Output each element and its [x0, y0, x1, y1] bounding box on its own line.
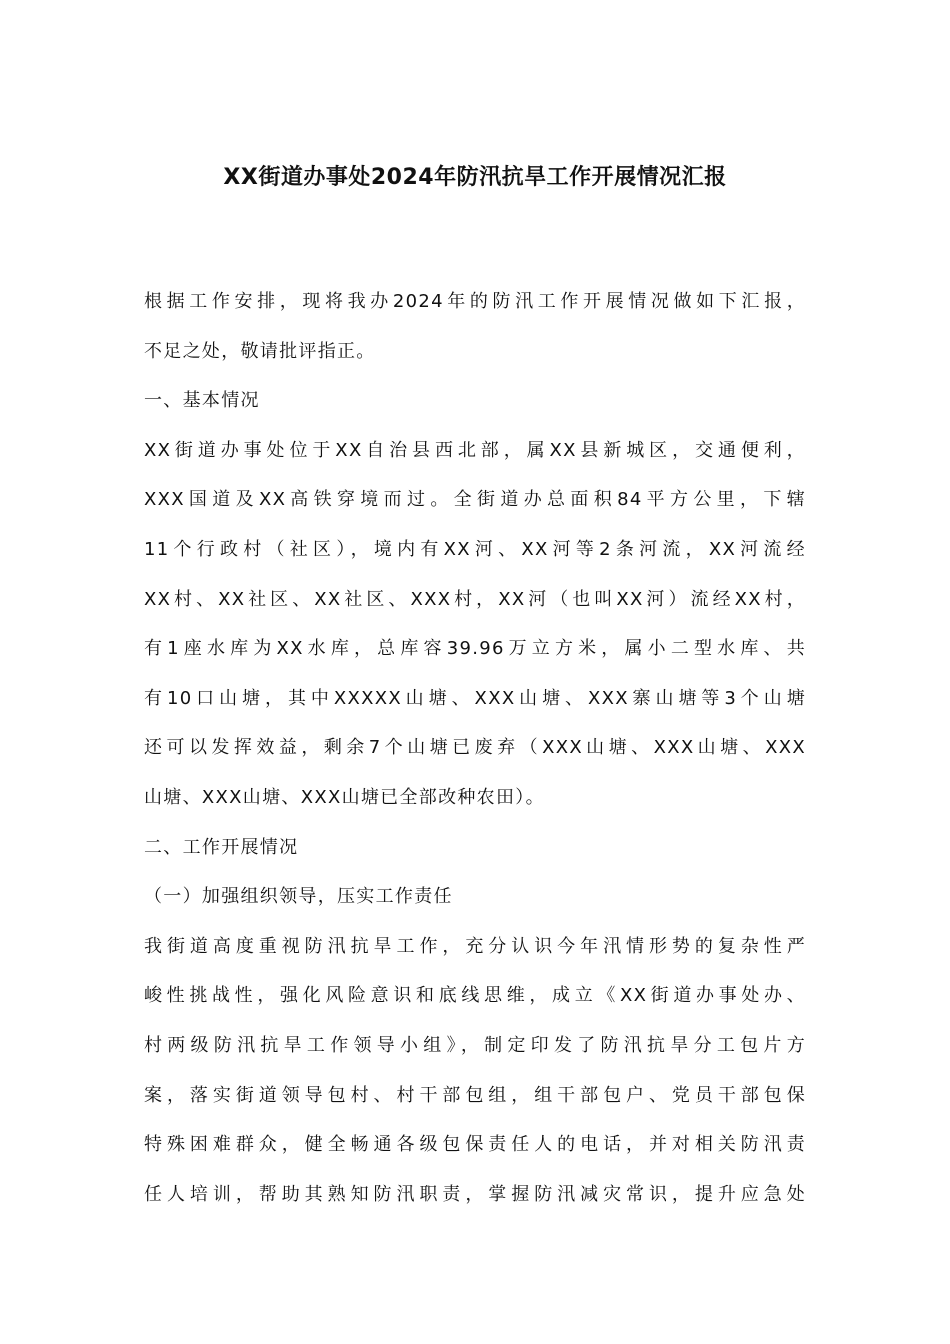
- paragraph-line: 不足之处，敬请批评指正。: [144, 340, 376, 362]
- section-heading: 二、工作开展情况: [144, 836, 299, 858]
- paragraph-line: 特殊困难群众，健全畅通各级包保责任人的电话，并对相关防汛责: [144, 1134, 806, 1156]
- paragraph-line: 案，落实街道领导包村、村干部包组，组干部包户、党员干部包保: [144, 1084, 806, 1106]
- paragraph-line: 根据工作安排，现将我办2024年的防汛工作开展情况做如下汇报，: [144, 291, 806, 312]
- paragraph-line: 11个行政村（社区），境内有XX河、XX河等2条河流，XX河流经: [144, 538, 806, 560]
- paragraph-line: XX村、XX社区、XX社区、XXX村，XX河（也叫XX河）流经XX村，: [144, 588, 806, 610]
- paragraph-line: 峻性挑战性，强化风险意识和底线思维，成立《XX街道办事处办、: [144, 985, 806, 1007]
- section-heading: 一、基本情况: [144, 390, 260, 412]
- document-body: [144, 280, 806, 1222]
- paragraph-line: XXX国道及XX高铁穿境而过。全街道办总面积84平方公里，下辖: [144, 489, 806, 511]
- subsection-heading: （一）加强组织领导，压实工作责任: [144, 886, 453, 908]
- document-title: XX街道办事处2024年防汛抗旱工作开展情况汇报: [223, 165, 727, 190]
- paragraph-line: 任人培训，帮助其熟知防汛职责，掌握防汛减灾常识，提升应急处: [144, 1183, 806, 1205]
- paragraph-line: 有1座水库为XX水库，总库容39.96万立方米，属小二型水库、共: [144, 638, 806, 660]
- paragraph-line: 还可以发挥效益，剩余7个山塘已废弃（XXX山塘、XXX山塘、XXX: [144, 737, 806, 759]
- paragraph-line: 我街道高度重视防汛抗旱工作，充分认识今年汛情形势的复杂性严: [144, 935, 806, 957]
- paragraph-line: 山塘、XXX山塘、XXX山塘已全部改种农田）。: [144, 786, 545, 808]
- paragraph-line: 村两级防汛抗旱工作领导小组》，制定印发了防汛抗旱分工包片方: [144, 1034, 806, 1056]
- paragraph-line: XX街道办事处位于XX自治县西北部，属XX县新城区，交通便利，: [144, 439, 806, 461]
- paragraph-line: 有10口山塘，其中XXXXX山塘、XXX山塘、XXX寨山塘等3个山塘: [144, 687, 806, 709]
